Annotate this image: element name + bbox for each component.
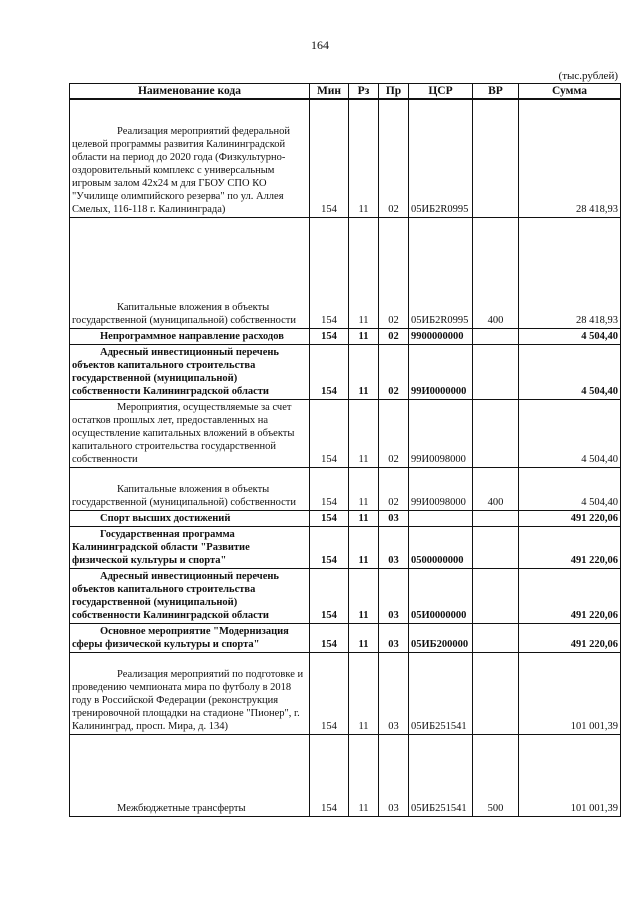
cell-name	[70, 328, 310, 344]
cell-sum: 4 504,40	[519, 399, 621, 467]
cell-pr: 02	[379, 344, 409, 399]
cell-rz: 11	[349, 652, 379, 734]
cell-csr: 0500000000	[409, 526, 473, 568]
cell-vr	[473, 328, 519, 344]
row-name-text: Капитальные вложения в объекты государственной (муниципальной) собственности	[72, 483, 297, 508]
cell-name	[70, 467, 310, 510]
cell-pr: 03	[379, 734, 409, 816]
cell-rz: 11	[349, 510, 379, 526]
cell-csr: 99И0000000	[409, 344, 473, 399]
cell-csr: 05ИБ200000	[409, 623, 473, 652]
table-header-row	[70, 84, 621, 100]
cell-name	[70, 623, 310, 652]
table-row	[70, 217, 621, 328]
cell-min: 154	[310, 510, 349, 526]
cell-vr	[473, 623, 519, 652]
budget-table	[69, 83, 621, 817]
cell-csr	[409, 510, 473, 526]
cell-vr	[473, 344, 519, 399]
table-row	[70, 328, 621, 344]
units-label: (тыс.рублей)	[558, 70, 618, 82]
cell-min: 154	[310, 99, 349, 217]
table-row	[70, 399, 621, 467]
cell-rz: 11	[349, 467, 379, 510]
cell-rz: 11	[349, 328, 379, 344]
cell-name	[70, 344, 310, 399]
row-name-text: Адресный инвестиционный перечень объектов капитального строительства государственной (муниципальной) собственности Калининградской области	[72, 570, 279, 621]
row-name-text: Адресный инвестиционный перечень объектов капитального строительства государственной (муниципальной) собственности Калининградской области	[72, 346, 279, 397]
cell-rz: 11	[349, 399, 379, 467]
cell-sum: 4 504,40	[519, 344, 621, 399]
col-header-pr: Пр	[379, 84, 409, 100]
cell-rz: 11	[349, 526, 379, 568]
cell-vr	[473, 99, 519, 217]
cell-name	[70, 399, 310, 467]
cell-name	[70, 99, 310, 217]
cell-pr: 03	[379, 510, 409, 526]
row-name-text: Основное мероприятие "Модернизация сферы физической культуры и спорта"	[72, 625, 289, 650]
cell-min: 154	[310, 623, 349, 652]
table-row	[70, 568, 621, 623]
row-name-text: Государственная программа Калининградской области "Развитие физической культуры и спорта"	[72, 528, 250, 566]
table-body	[70, 99, 621, 816]
cell-vr	[473, 399, 519, 467]
cell-vr	[473, 510, 519, 526]
cell-csr: 99И0098000	[409, 399, 473, 467]
cell-min: 154	[310, 652, 349, 734]
cell-csr: 05ИБ251541	[409, 652, 473, 734]
cell-csr: 99И0098000	[409, 467, 473, 510]
cell-name	[70, 568, 310, 623]
cell-csr: 05ИБ2R0995	[409, 217, 473, 328]
cell-rz: 11	[349, 734, 379, 816]
cell-csr: 05ИБ251541	[409, 734, 473, 816]
cell-min: 154	[310, 344, 349, 399]
cell-pr: 03	[379, 568, 409, 623]
cell-min: 154	[310, 467, 349, 510]
cell-vr: 400	[473, 467, 519, 510]
table-row	[70, 510, 621, 526]
cell-pr: 03	[379, 652, 409, 734]
cell-pr: 02	[379, 217, 409, 328]
cell-sum: 28 418,93	[519, 99, 621, 217]
cell-sum: 101 001,39	[519, 652, 621, 734]
cell-rz: 11	[349, 344, 379, 399]
table-row	[70, 99, 621, 217]
cell-vr	[473, 568, 519, 623]
cell-name	[70, 652, 310, 734]
table-row	[70, 467, 621, 510]
cell-csr: 05И0000000	[409, 568, 473, 623]
col-header-rz: Рз	[349, 84, 379, 100]
cell-sum: 101 001,39	[519, 734, 621, 816]
cell-sum: 491 220,06	[519, 568, 621, 623]
table-row	[70, 652, 621, 734]
cell-rz: 11	[349, 623, 379, 652]
row-name-text: Мероприятия, осуществляемые за счет остатков прошлых лет, предоставленных на осуществление капитальных вложений в объекты капитального строительства государственной собственности	[72, 401, 295, 465]
cell-pr: 02	[379, 328, 409, 344]
page-number: 164	[311, 38, 329, 52]
cell-sum: 4 504,40	[519, 328, 621, 344]
cell-sum: 4 504,40	[519, 467, 621, 510]
table-row	[70, 526, 621, 568]
cell-min: 154	[310, 328, 349, 344]
cell-rz: 11	[349, 217, 379, 328]
cell-pr: 02	[379, 399, 409, 467]
row-name-text: Непрограммное направление расходов	[100, 330, 284, 342]
cell-sum: 491 220,06	[519, 510, 621, 526]
table-row	[70, 623, 621, 652]
cell-pr: 03	[379, 623, 409, 652]
cell-name	[70, 734, 310, 816]
cell-pr: 02	[379, 467, 409, 510]
row-name-text: Реализация мероприятий федеральной целевой программы развития Калининградской области на период до 2020 года (Физкультурно-оздоровительный комплекс с универсальным игровым залом 42х24 м для ГБОУ СПО КО "Училище олимпийского резерва" по ул. Аллея Смелых, 116-118 г. Калининграда)	[72, 125, 291, 215]
cell-vr	[473, 526, 519, 568]
cell-rz: 11	[349, 568, 379, 623]
cell-pr: 03	[379, 526, 409, 568]
cell-min: 154	[310, 217, 349, 328]
cell-name	[70, 510, 310, 526]
col-header-vr: ВР	[473, 84, 519, 100]
table-row	[70, 734, 621, 816]
cell-sum: 28 418,93	[519, 217, 621, 328]
col-header-csr: ЦСР	[409, 84, 473, 100]
cell-name	[70, 526, 310, 568]
row-name-text: Реализация мероприятий по подготовке и проведению чемпионата мира по футболу в 2018 году в Российской Федерации (реконструкция тренировочной площадки на стадионе "Пионер", г. Калининград, просп. Мира, д. 134)	[72, 668, 304, 732]
cell-name	[70, 217, 310, 328]
col-header-min: Мин	[310, 84, 349, 100]
row-name-text: Спорт высших достижений	[100, 512, 231, 524]
col-header-sum: Сумма	[519, 84, 621, 100]
table-row	[70, 344, 621, 399]
col-header-name: Наименование кода	[70, 84, 310, 100]
cell-sum: 491 220,06	[519, 623, 621, 652]
cell-min: 154	[310, 568, 349, 623]
cell-vr	[473, 652, 519, 734]
cell-pr: 02	[379, 99, 409, 217]
cell-rz: 11	[349, 99, 379, 217]
cell-vr: 500	[473, 734, 519, 816]
row-name-text: Капитальные вложения в объекты государственной (муниципальной) собственности	[72, 301, 297, 326]
cell-min: 154	[310, 526, 349, 568]
cell-min: 154	[310, 734, 349, 816]
row-name-text: Межбюджетные трансферты	[117, 802, 246, 814]
cell-vr: 400	[473, 217, 519, 328]
cell-min: 154	[310, 399, 349, 467]
cell-csr: 05ИБ2R0995	[409, 99, 473, 217]
cell-csr: 9900000000	[409, 328, 473, 344]
cell-sum: 491 220,06	[519, 526, 621, 568]
